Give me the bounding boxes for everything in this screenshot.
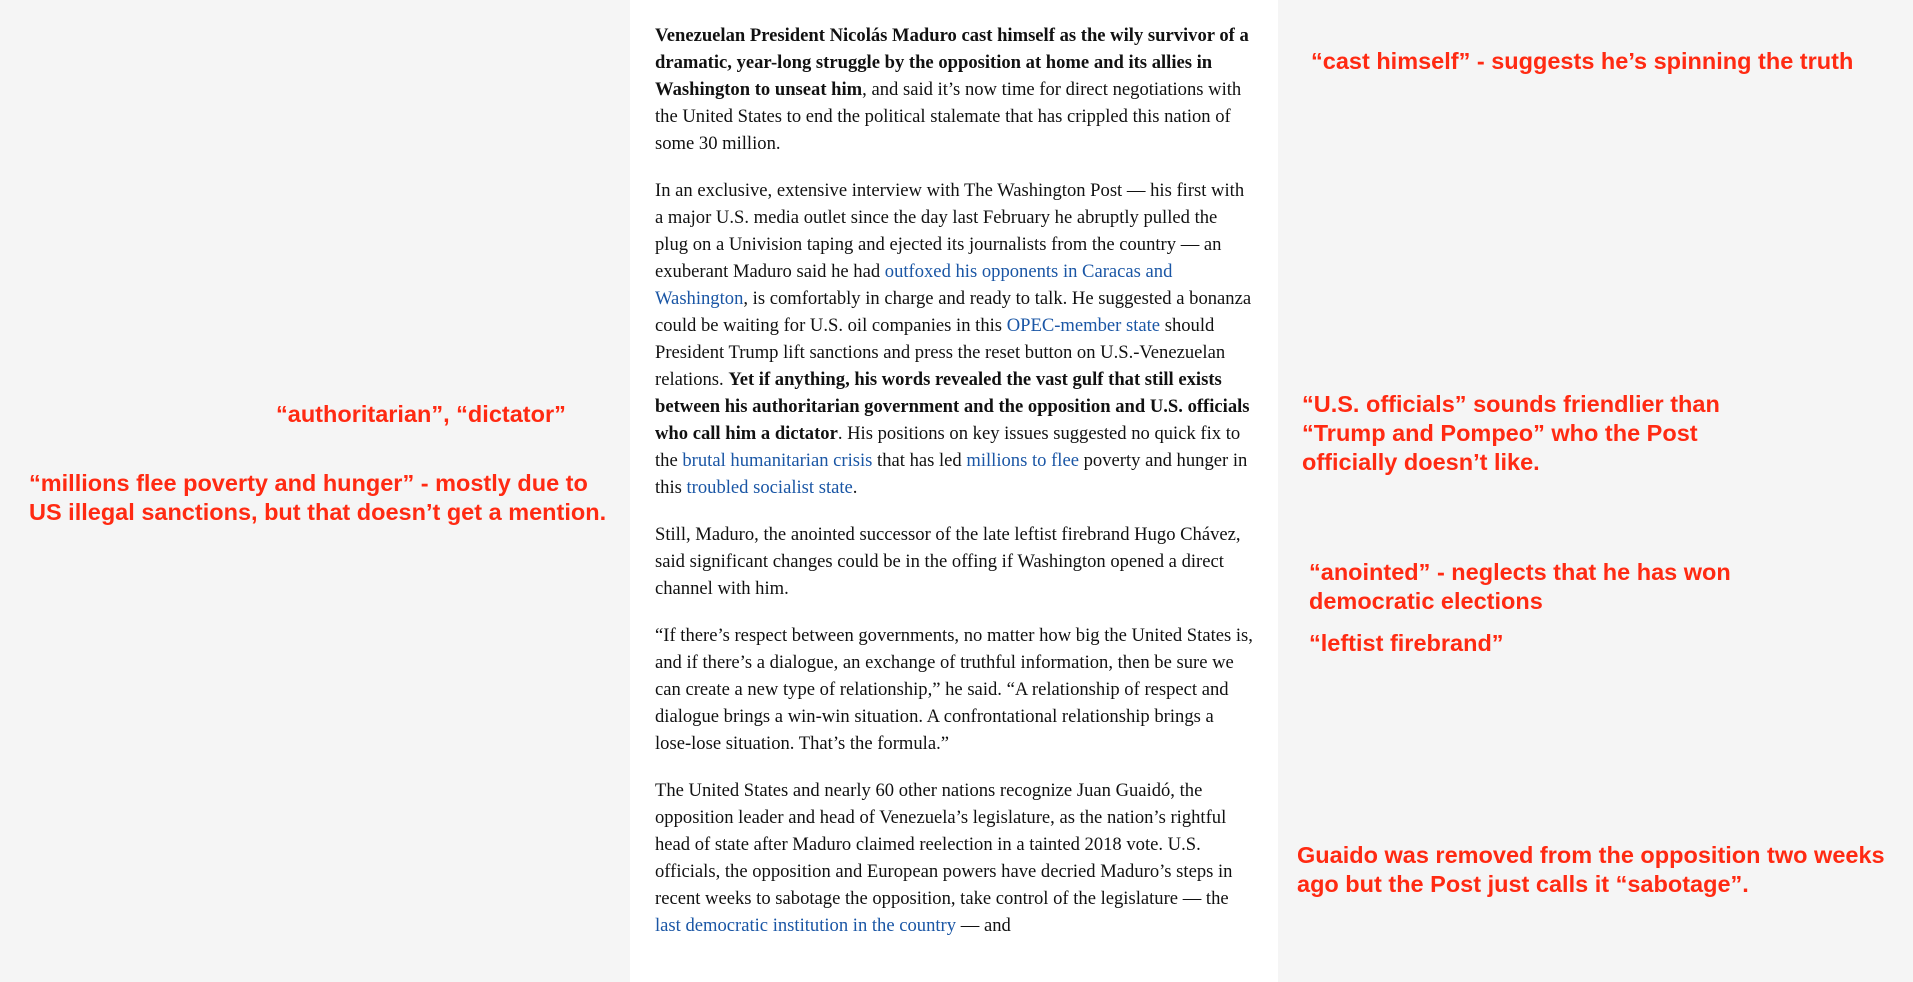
paragraph-text: , is comfortably in charge and ready to talk. He suggested a bonanza could be waiting for U.S. oil companies in this (655, 288, 1252, 336)
link-millions-to-flee[interactable]: millions to flee (966, 450, 1079, 471)
paragraph-text: . (852, 477, 858, 498)
annotation-line: “millions flee poverty and hunger” - mostly due to (29, 470, 588, 496)
annotation-us-officials (1302, 390, 1720, 477)
link-opec-member-state[interactable]: OPEC-member state (1006, 315, 1161, 336)
bold-lede: Venezuelan President Nicolás Maduro cast himself as the wily survivor of a dramatic, year-long struggle by the opposition at home and its allies in Washington to unseat him (655, 25, 1249, 100)
article-column (630, 0, 1278, 982)
annotation-anointed (1309, 558, 1731, 616)
paragraph-text: that has led (872, 450, 967, 471)
annotation-cast-himself: “cast himself” - suggests he’s spinning the truth (1311, 48, 1854, 74)
article-body (630, 0, 1278, 939)
article-paragraph-5 (655, 777, 1253, 939)
article-paragraph-1 (655, 22, 1253, 157)
link-humanitarian-crisis[interactable]: brutal humanitarian crisis (682, 450, 873, 471)
annotation-line: “Trump and Pompeo” who the Post (1302, 420, 1698, 446)
link-troubled-socialist-state[interactable]: troubled socialist state (686, 477, 853, 498)
paragraph-text: In an exclusive, extensive interview with The Washington Post — his first with a major U.S. media outlet since the day last February he abruptly pulled the plug on a Univision taping and ejected its journalists from the country — an exuberant Maduro said he had (655, 180, 1245, 282)
paragraph-text: should President Trump lift sanctions and press the reset button on U.S.-Venezuelan relations. (655, 315, 1226, 390)
paragraph-text: — and (956, 915, 1011, 936)
annotation-line: “U.S. officials” sounds friendlier than (1302, 391, 1720, 417)
bold-passage: Yet if anything, his words revealed the vast gulf that still exists between his authoritarian government and the opposition and U.S. officials who call him a dictator (655, 369, 1250, 444)
paragraph-text: poverty and hunger in this (655, 450, 1248, 498)
annotation-line: US illegal sanctions, but that doesn’t get a mention. (29, 499, 607, 525)
annotation-leftist-firebrand: “leftist firebrand” (1309, 630, 1504, 656)
link-outfoxed-opponents[interactable]: outfoxed his opponents in Caracas and Washington (655, 261, 1173, 309)
annotation-line: “anointed” - neglects that he has won (1309, 559, 1731, 585)
annotation-line: officially doesn’t like. (1302, 449, 1540, 475)
annotation-line: democratic elections (1309, 588, 1543, 614)
article-paragraph-2 (655, 177, 1253, 501)
annotation-line: ago but the Post just calls it “sabotage”. (1297, 871, 1749, 897)
paragraph-text: The United States and nearly 60 other nations recognize Juan Guaidó, the opposition leader and head of Venezuela’s legislature, as the nation’s rightful head of state after Maduro claimed reelection in a tainted 2018 vote. U.S. officials, the opposition and European powers have decried Maduro’s steps in recent weeks to sabotage the opposition, take control of the legislature — the (655, 780, 1233, 909)
annotation-millions-flee (29, 469, 606, 527)
annotation-authoritarian: “authoritarian”, “dictator” (276, 401, 566, 427)
paragraph-text: . His positions on key issues suggested no quick fix to the (655, 423, 1241, 471)
paragraph-text: , and said it’s now time for direct negotiations with the United States to end the political stalemate that has crippled this nation of some 30 million. (655, 79, 1242, 154)
annotation-guaido (1297, 841, 1885, 899)
annotation-line: Guaido was removed from the opposition two weeks (1297, 842, 1885, 868)
article-paragraph-3: Still, Maduro, the anointed successor of the late leftist firebrand Hugo Chávez, said significant changes could be in the offing if Washington opened a direct channel with him. (655, 524, 1241, 599)
article-paragraph-4: “If there’s respect between governments, no matter how big the United States is, and if there’s a dialogue, an exchange of truthful information, then be sure we can create a new type of relationship,” he said. “A relationship of respect and dialogue brings a win-win situation. A confrontational relationship brings a lose-lose situation. That’s the formula.” (655, 625, 1253, 754)
link-last-democratic-institution[interactable]: last democratic institution in the country (655, 915, 957, 936)
